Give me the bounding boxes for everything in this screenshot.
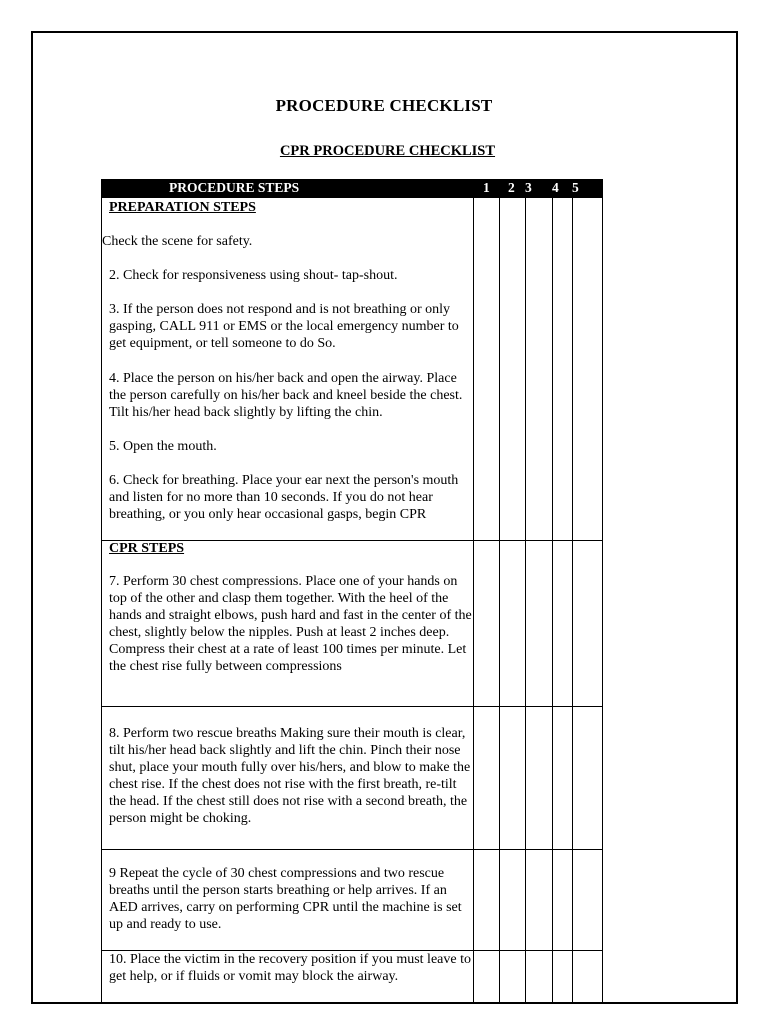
- column-divider: [572, 198, 573, 1004]
- step-8: 8. Perform two rescue breaths Making sure their mouth is clear, tilt his/her head back slightly and lift the chin. Pinch their nose shut, place your mouth fully over his/hers, and blow to make the chest rise. If the chest does not rise with the first breath, re-tilt the head. If the chest still does not rise with a second breath, the person might be choking.: [109, 726, 471, 826]
- header-procedure-steps: PROCEDURE STEPS: [169, 180, 300, 195]
- step-5: 5. Open the mouth.: [109, 439, 217, 454]
- header-rating-2: 2: [508, 180, 515, 195]
- header-rating-4: 4: [552, 180, 559, 195]
- header-rating-5: 5: [572, 180, 579, 195]
- header-rating-3: 3: [525, 180, 532, 195]
- table-header-row: [102, 179, 602, 198]
- column-divider: [499, 198, 500, 1004]
- header-rating-1: 1: [483, 180, 490, 195]
- step-3: 3. If the person does not respond and is not breathing or only gasping, CALL 911 or EMS or the local emergency number to get equipment, or tell someone to do So.: [109, 302, 459, 351]
- section-heading-cpr: CPR STEPS: [109, 541, 185, 556]
- step-4: 4. Place the person on his/her back and open the airway. Place the person carefully on his/her back and kneel beside the chest. Tilt his/her head back slightly by lifting the chin.: [109, 371, 463, 420]
- step-6: 6. Check for breathing. Place your ear next the person's mouth and listen for no more than 10 seconds. If you do not hear breathing, or you only hear occasional gasps, begin CPR: [109, 473, 459, 522]
- step-1: Check the scene for safety.: [102, 234, 253, 249]
- column-divider: [552, 198, 553, 1004]
- procedure-checklist-table: [101, 179, 603, 1004]
- section-heading-preparation: PREPARATION STEPS: [109, 200, 256, 215]
- document-subtitle: CPR PROCEDURE CHECKLIST: [279, 143, 496, 159]
- step-2: 2. Check for responsiveness using shout- tap-shout.: [109, 268, 398, 283]
- row-divider: [102, 706, 602, 707]
- column-divider: [525, 198, 526, 1004]
- step-9: 9 Repeat the cycle of 30 chest compressions and two rescue breaths until the person starts breathing or help arrives. If an AED arrives, carry on performing CPR until the machine is set up and ready to use.: [109, 866, 462, 932]
- document-title: PROCEDURE CHECKLIST: [275, 96, 493, 115]
- column-divider: [473, 198, 474, 1004]
- row-divider: [102, 849, 602, 850]
- step-10: 10. Place the victim in the recovery position if you must leave to get help, or if fluids or vomit may block the airway.: [109, 952, 471, 984]
- step-7: 7. Perform 30 chest compressions. Place one of your hands on top of the other and clasp them together. With the heel of the hands and straight elbows, push hard and fast in the center of the chest, slightly below the nipples. Push at least 2 inches deep. Compress their chest at a rate of least 100 times per minute. Let the chest rise fully between compressions: [109, 574, 472, 674]
